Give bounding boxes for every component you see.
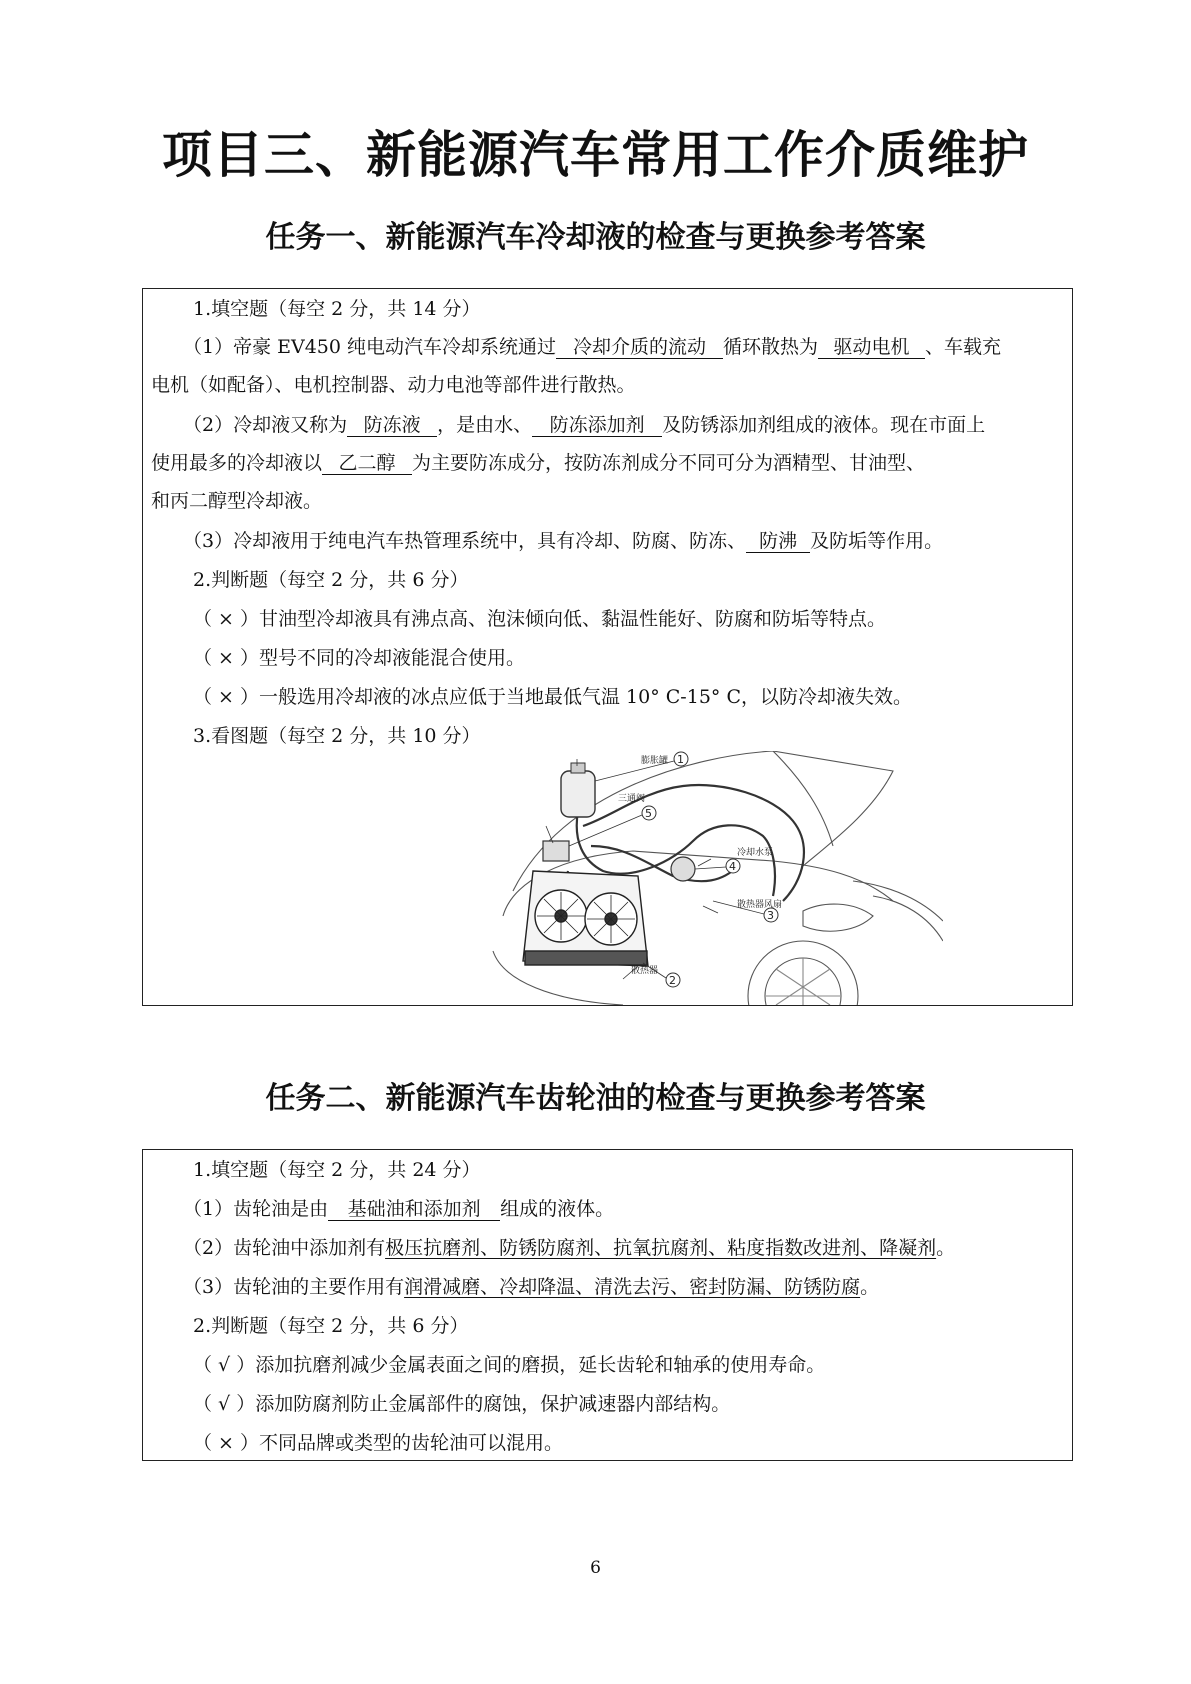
task2-fill-heading: 1.填空题（每空 2 分，共 24 分） bbox=[193, 1159, 481, 1181]
task2-judge-item: （ √ ）添加抗磨剂减少金属表面之间的磨损，延长齿轮和轴承的使用寿命。 bbox=[193, 1354, 826, 1376]
callout-2: 2 bbox=[669, 974, 676, 987]
task1-judge-item: （ × ）甘油型冷却液具有沸点高、泡沫倾向低、黏温性能好、防腐和防垢等特点。 bbox=[193, 608, 887, 630]
task2-judge-item: （ × ）不同品牌或类型的齿轮油可以混用。 bbox=[193, 1432, 564, 1454]
callout-3: 3 bbox=[767, 909, 774, 922]
answer-blank: 驱动电机 bbox=[818, 336, 925, 359]
task1-q1-line2: 电机（如配备）、电机控制器、动力电池等部件进行散热。 bbox=[151, 374, 636, 396]
callout-4: 4 bbox=[729, 860, 736, 873]
task1-q2-line1: （2）冷却液又称为 防冻液 ，是由水、 防冻添加剂 及防锈添加剂组成的液体。现在市面上 bbox=[183, 414, 986, 436]
page-number: 6 bbox=[590, 1558, 601, 1578]
task1-fill-heading: 1.填空题（每空 2 分，共 14 分） bbox=[193, 298, 481, 320]
task1-q2-line2: 使用最多的冷却液以 乙二醇 为主要防冻成分，按防冻剂成分不同可分为酒精型、甘油型、 bbox=[151, 452, 926, 474]
task1-answer-box bbox=[142, 288, 1073, 1006]
answer-blank: 冷却介质的流动 bbox=[556, 336, 723, 359]
task2-title: 任务二、新能源汽车齿轮油的检查与更换参考答案 bbox=[265, 1081, 926, 1116]
callout-1: 1 bbox=[677, 753, 684, 766]
label-radiator-fan: 散热器风扇 bbox=[737, 900, 783, 910]
answer-blank: 防冻添加剂 bbox=[532, 414, 662, 437]
label-expansion-tank: 膨胀罐 bbox=[641, 756, 669, 766]
answer-blank: 防沸 bbox=[746, 530, 810, 553]
task2-q2-line: （2）齿轮油中添加剂有极压抗磨剂、防锈防腐剂、抗氧抗腐剂、粘度指数改进剂、降凝剂。 bbox=[183, 1237, 956, 1259]
task1-figure-heading: 3.看图题（每空 2 分，共 10 分） bbox=[193, 725, 481, 747]
label-three-way-valve: 三通阀 bbox=[618, 794, 646, 804]
page-title: 项目三、新能源汽车常用工作介质维护 bbox=[162, 126, 1029, 184]
callout-5: 5 bbox=[645, 807, 652, 820]
task2-q3-line: （3）齿轮油的主要作用有润滑减磨、冷却降温、清洗去污、密封防漏、防锈防腐。 bbox=[183, 1276, 880, 1298]
label-coolant-pump: 冷却水泵 bbox=[737, 848, 774, 858]
task1-q1-line1: （1）帝豪 EV450 纯电动汽车冷却系统通过 冷却介质的流动 循环散热为 驱动电机 、车载充 bbox=[183, 336, 1002, 358]
task1-title: 任务一、新能源汽车冷却液的检查与更换参考答案 bbox=[265, 220, 926, 255]
task1-judge-item: （ × ）型号不同的冷却液能混合使用。 bbox=[193, 647, 526, 669]
cooling-system-diagram bbox=[473, 751, 943, 1005]
task2-answer-box bbox=[142, 1149, 1073, 1461]
answer-blank: 乙二醇 bbox=[322, 452, 412, 475]
task1-q3-line: （3）冷却液用于纯电汽车热管理系统中，具有冷却、防腐、防冻、 防沸 及防垢等作用。 bbox=[183, 530, 944, 552]
label-radiator: 散热器 bbox=[631, 966, 659, 976]
task1-q2-line3: 和丙二醇型冷却液。 bbox=[151, 490, 323, 512]
answer-underlined: 润滑减磨、冷却降温、清洗去污、密封防漏、防锈防腐 bbox=[404, 1276, 861, 1298]
task1-judge-item: （ × ）一般选用冷却液的冰点应低于当地最低气温 10° C-15° C，以防冷却液失效。 bbox=[193, 686, 912, 708]
answer-blank: 防冻液 bbox=[347, 414, 437, 437]
task2-q1-line: （1）齿轮油是由 基础油和添加剂 组成的液体。 bbox=[183, 1198, 615, 1220]
answer-blank: 基础油和添加剂 bbox=[328, 1198, 500, 1221]
answer-underlined: 极压抗磨剂、防锈防腐剂、抗氧抗腐剂、粘度指数改进剂、降凝剂 bbox=[385, 1237, 937, 1259]
task2-judge-item: （ √ ）添加防腐剂防止金属部件的腐蚀，保护减速器内部结构。 bbox=[193, 1393, 731, 1415]
task1-judge-heading: 2.判断题（每空 2 分，共 6 分） bbox=[193, 569, 469, 591]
task2-judge-heading: 2.判断题（每空 2 分，共 6 分） bbox=[193, 1315, 469, 1337]
